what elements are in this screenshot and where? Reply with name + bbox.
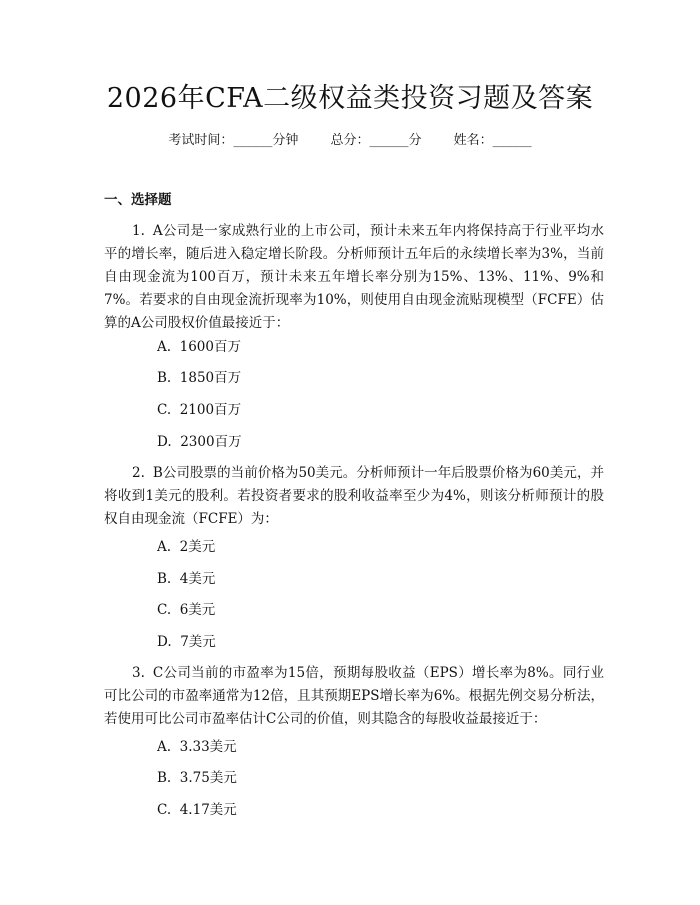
question-1-option-d: D. 2300百万 [157,434,242,450]
question-3-option-b: B. 3.75美元 [157,770,237,786]
section-heading: 一、选择题 [104,192,172,208]
question-text: C公司当前的市盈率为15倍，预期每股收益（EPS）增长率为8%。同行业可比公司的市盈率通常为12倍，且其预期EPS增长率为6%。根据先例交易分析法，若使用可比公司市盈率估计C公司的价值，则其隐含的每股收益最接近于： [104,665,604,727]
page-title: 2026年CFA二级权益类投资习题及答案 [106,83,594,114]
question-number: 2. [132,465,145,481]
total-score-field: 总分：______分 [330,133,422,148]
question-1-option-c: C. 2100百万 [157,402,242,418]
question-text: A公司是一家成熟行业的上市公司，预计未来五年内将保持高于行业平均水平的增长率，随后进入稳定增长阶段。分析师预计五年后的永续增长率为3%，当前自由现金流为100百万，预计未来五年增长率分别为15%、13%、11%、9%和7%。若要求的自由现金流折现率为10%，则使用自由现金流贴现模型（FCFE）估算的A公司股权价值最接近于： [104,223,604,331]
question-3-option-a: A. 3.33美元 [157,739,237,755]
exam-time-field: 考试时间：______分钟 [168,133,299,148]
question-3-option-c: C. 4.17美元 [157,802,237,818]
question-text: B公司股票的当前价格为50美元。分析师预计一年后股票价格为60美元，并将收到1美元的股利。若投资者要求的股利收益率至少为4%，则该分析师预计的股权自由现金流（FCFE）为： [104,465,604,527]
question-3 [104,662,604,731]
question-2-option-d: D. 7美元 [157,634,216,650]
question-1-option-a: A. 1600百万 [157,339,241,355]
question-number: 3. [132,665,145,681]
exam-info [0,131,700,151]
name-field: 姓名：______ [453,133,532,148]
question-number: 1. [132,223,145,239]
question-1 [104,220,604,335]
question-2 [104,462,604,531]
question-2-option-b: B. 4美元 [157,571,216,587]
question-2-option-c: C. 6美元 [157,602,216,618]
question-2-option-a: A. 2美元 [157,539,216,555]
question-1-option-b: B. 1850百万 [157,370,242,386]
